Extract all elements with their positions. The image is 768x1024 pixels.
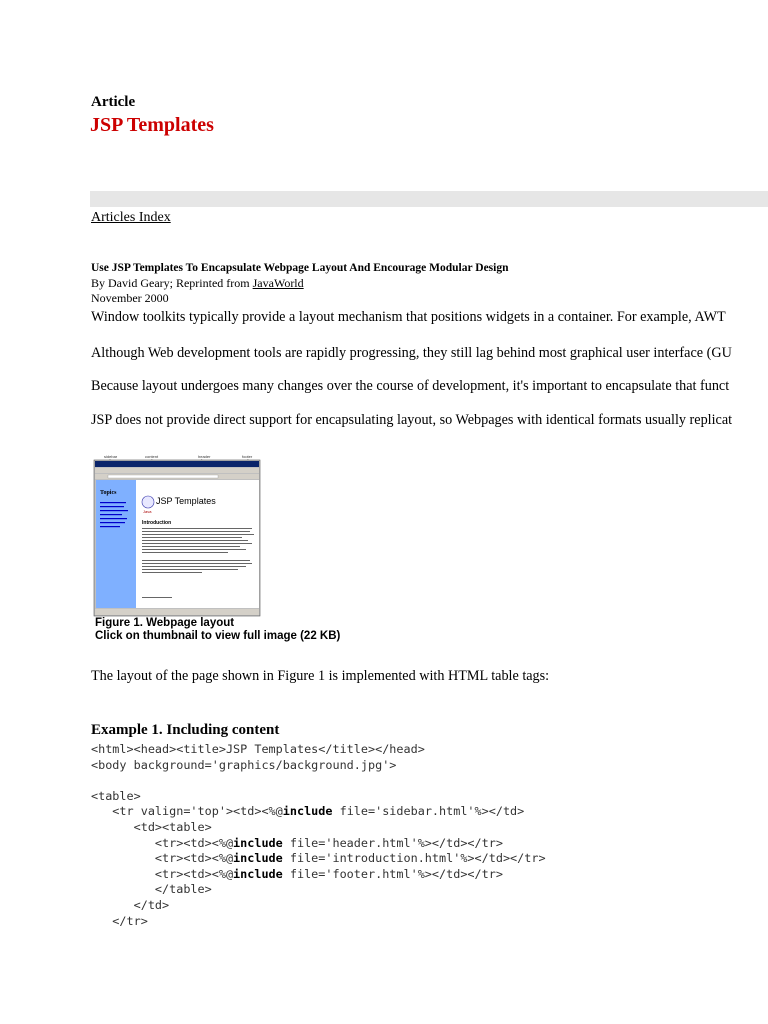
figure-caption: Figure 1. Webpage layout <box>95 617 235 629</box>
publish-date: November 2000 <box>91 291 169 305</box>
thumb-label-content: content <box>145 454 159 459</box>
code-line: <table> <box>91 788 141 803</box>
code-line: <tr><td><%@include file='introduction.html'%></td></tr> <box>91 851 546 866</box>
article-label: Article <box>91 94 136 110</box>
page-title: JSP Templates <box>90 114 214 136</box>
header-divider-bar <box>90 191 768 207</box>
code-line: </td> <box>91 897 170 912</box>
code-line: <tr><td><%@include file='footer.html'%></td></tr> <box>91 866 503 881</box>
code-line: <body background='graphics/background.jpg'> <box>91 757 397 772</box>
byline-prefix: By David Geary; Reprinted from <box>91 276 253 290</box>
paragraph-3: Because layout undergoes many changes over the course of development, it's important to encapsulate that funct <box>91 378 730 394</box>
thumb-label-header: header <box>198 454 211 459</box>
article-subtitle: Use JSP Templates To Encapsulate Webpage Layout And Encourage Modular Design <box>91 262 509 274</box>
thumb-page-title: JSP Templates <box>156 496 216 506</box>
figure-1-thumbnail[interactable] <box>90 452 262 618</box>
code-line <box>91 773 546 789</box>
articles-index-link[interactable]: Articles Index <box>91 210 171 225</box>
code-line: <tr valign='top'><td><%@include file='sidebar.html'%></td> <box>91 804 525 819</box>
code-block <box>91 742 546 929</box>
view-full-image-link[interactable]: Click on thumbnail to view full image (22 KB) <box>95 630 341 642</box>
code-line: <html><head><title>JSP Templates</title></head> <box>91 742 425 756</box>
code-line: <td><table> <box>91 819 212 834</box>
example-title: Example 1. Including content <box>91 722 280 738</box>
thumb-label-footer: footer <box>242 454 253 459</box>
thumb-label-sidebar: sidebar <box>104 454 118 459</box>
code-line: <tr><td><%@include file='header.html'%></td></tr> <box>91 835 503 850</box>
paragraph-2: Although Web development tools are rapidly progressing, they still lag behind most graphical user interface (GU <box>91 345 732 361</box>
byline <box>91 276 304 291</box>
javaworld-link[interactable]: JavaWorld <box>252 276 304 290</box>
thumb-section-heading: Introduction <box>142 520 172 526</box>
code-line: </tr> <box>91 913 148 928</box>
thumb-java-logo: Java <box>143 509 152 514</box>
thumb-sidebar-heading: Topics <box>100 490 117 496</box>
paragraph-4: JSP does not provide direct support for encapsulating layout, so Webpages with identical formats usually replicat <box>91 412 733 428</box>
layout-paragraph: The layout of the page shown in Figure 1 is implemented with HTML table tags: <box>91 668 550 684</box>
paragraph-1: Window toolkits typically provide a layout mechanism that positions widgets in a container. For example, AWT <box>91 309 726 325</box>
code-line: </table> <box>91 882 212 897</box>
